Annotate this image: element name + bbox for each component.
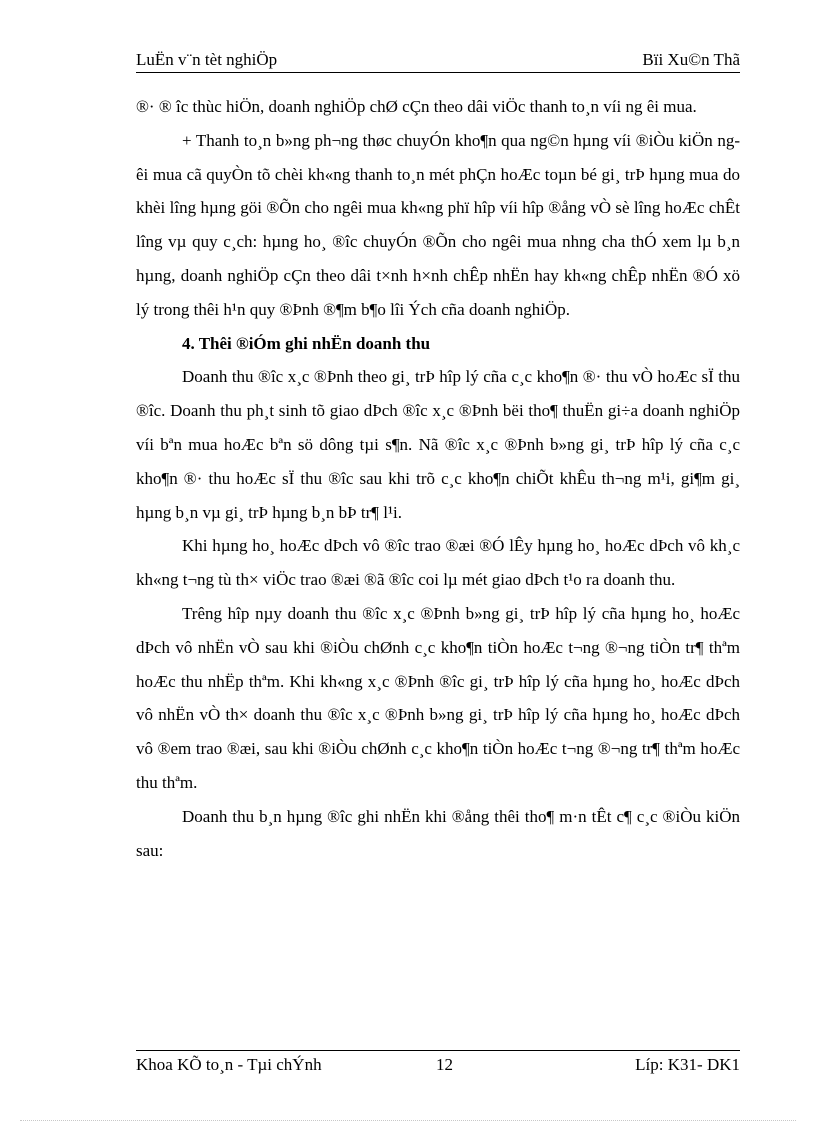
header-author: Bïi Xu©n Thã [642,50,740,69]
header-thesis-title: LuËn v¨n tèt nghiÖp [136,50,278,69]
footer-rule [136,1050,740,1051]
document-body [136,90,740,867]
paragraph: + Thanh to¸n b»ng ph¬ng thøc chuyÓn kho¶n qua ng©n hµng víi ®iÒu kiÖn ngêi mua cã quyÒn tõ chèi kh«ng thanh to¸n mét phÇn hoÆc toµn bé gi¸ trÞ hµng mua do khèi lîng hµng göi ®Õn cho ngêi mua kh«ng phï hîp víi hîp ®ång vÒ sè lîng hoÆc chÊt lîng vµ quy c¸ch: hµng ho¸ ®îc chuyÓn ®Õn cho ngêi mua nhng cha thÓ xem lµ b¸n hµng, doanh nghiÖp cÇn theo dâi t×nh h×nh chÊp nhËn hay kh«ng chÊp nhËn ®Ó xö lý trong thêi h¹n quy ®Þnh ®¶m b¶o lîi Ých cña doanh nghiÖp. [136,130,740,319]
paragraph: Khi hµng ho¸ hoÆc dÞch vô ®îc trao ®æi ®Ó lÊy hµng ho¸ hoÆc dÞch vô kh¸c kh«ng t¬ng tù th× viÖc trao ®æi ®ã ®îc coi lµ mét giao dÞch t¹o ra doanh thu. [136,536,740,590]
page-number: 12 [436,1055,453,1074]
paragraph: Doanh thu ®îc x¸c ®Þnh theo gi¸ trÞ hîp lý cña c¸c kho¶n ®· thu vÒ hoÆc sÏ thu ®îc. Doanh thu ph¸t sinh tõ giao dÞch ®îc x¸c ®Þnh bëi tho¶ thuËn gi÷a doanh nghiÖp víi bªn mua hoÆc bªn sö dông tµi s¶n. Nã ®îc x¸c ®Þnh b»ng gi¸ trÞ hîp lý cña c¸c kho¶n ®· thu hoÆc sÏ thu ®îc sau khi trõ c¸c kho¶n chiÕt khÊu th¬ng m¹i, gi¶m gi¸ hµng b¸n vµ gi¸ trÞ hµng b¸n bÞ tr¶ l¹i. [136,367,740,522]
paragraph: Trêng hîp nµy doanh thu ®îc x¸c ®Þnh b»ng gi¸ trÞ hîp lý cña hµng ho¸ hoÆc dÞch vô nhËn vÒ sau khi ®iÒu chØnh c¸c kho¶n tiÒn hoÆc t¬ng ®¬ng tiÒn tr¶ thªm hoÆc thu nhËp thªm. Khi kh«ng x¸c ®Þnh ®îc gi¸ trÞ hîp lý cña hµng ho¸ hoÆc dÞch vô nhËn vÒ th× doanh thu ®îc x¸c ®Þnh b»ng gi¸ trÞ hîp lý cña hµng ho¸ hoÆc dÞch vô ®em trao ®æi, sau khi ®iÒu chØnh c¸c kho¶n tiÒn hoÆc t¬ng ®¬ng tr¶ thªm hoÆc thu thªm. [136,603,740,792]
footer-faculty: Khoa KÕ to¸n - Tµi chÝnh [136,1055,322,1074]
footer-class: Líp: K31- DK1 [635,1055,740,1074]
section-heading: 4. Thêi ®iÓm ghi nhËn doanh thu [182,333,431,353]
page-header [136,50,740,72]
header-rule [136,72,740,73]
page-bottom-divider [20,1120,796,1121]
paragraph: ®· ® îc thùc hiÖn, doanh nghiÖp chØ cÇn theo dâi viÖc thanh to¸n víi ng êi mua. [136,97,697,116]
paragraph: Doanh thu b¸n hµng ®îc ghi nhËn khi ®ång thêi tho¶ m·n tÊt c¶ c¸c ®iÒu kiÖn sau: [136,806,740,860]
page-footer [136,1055,740,1077]
